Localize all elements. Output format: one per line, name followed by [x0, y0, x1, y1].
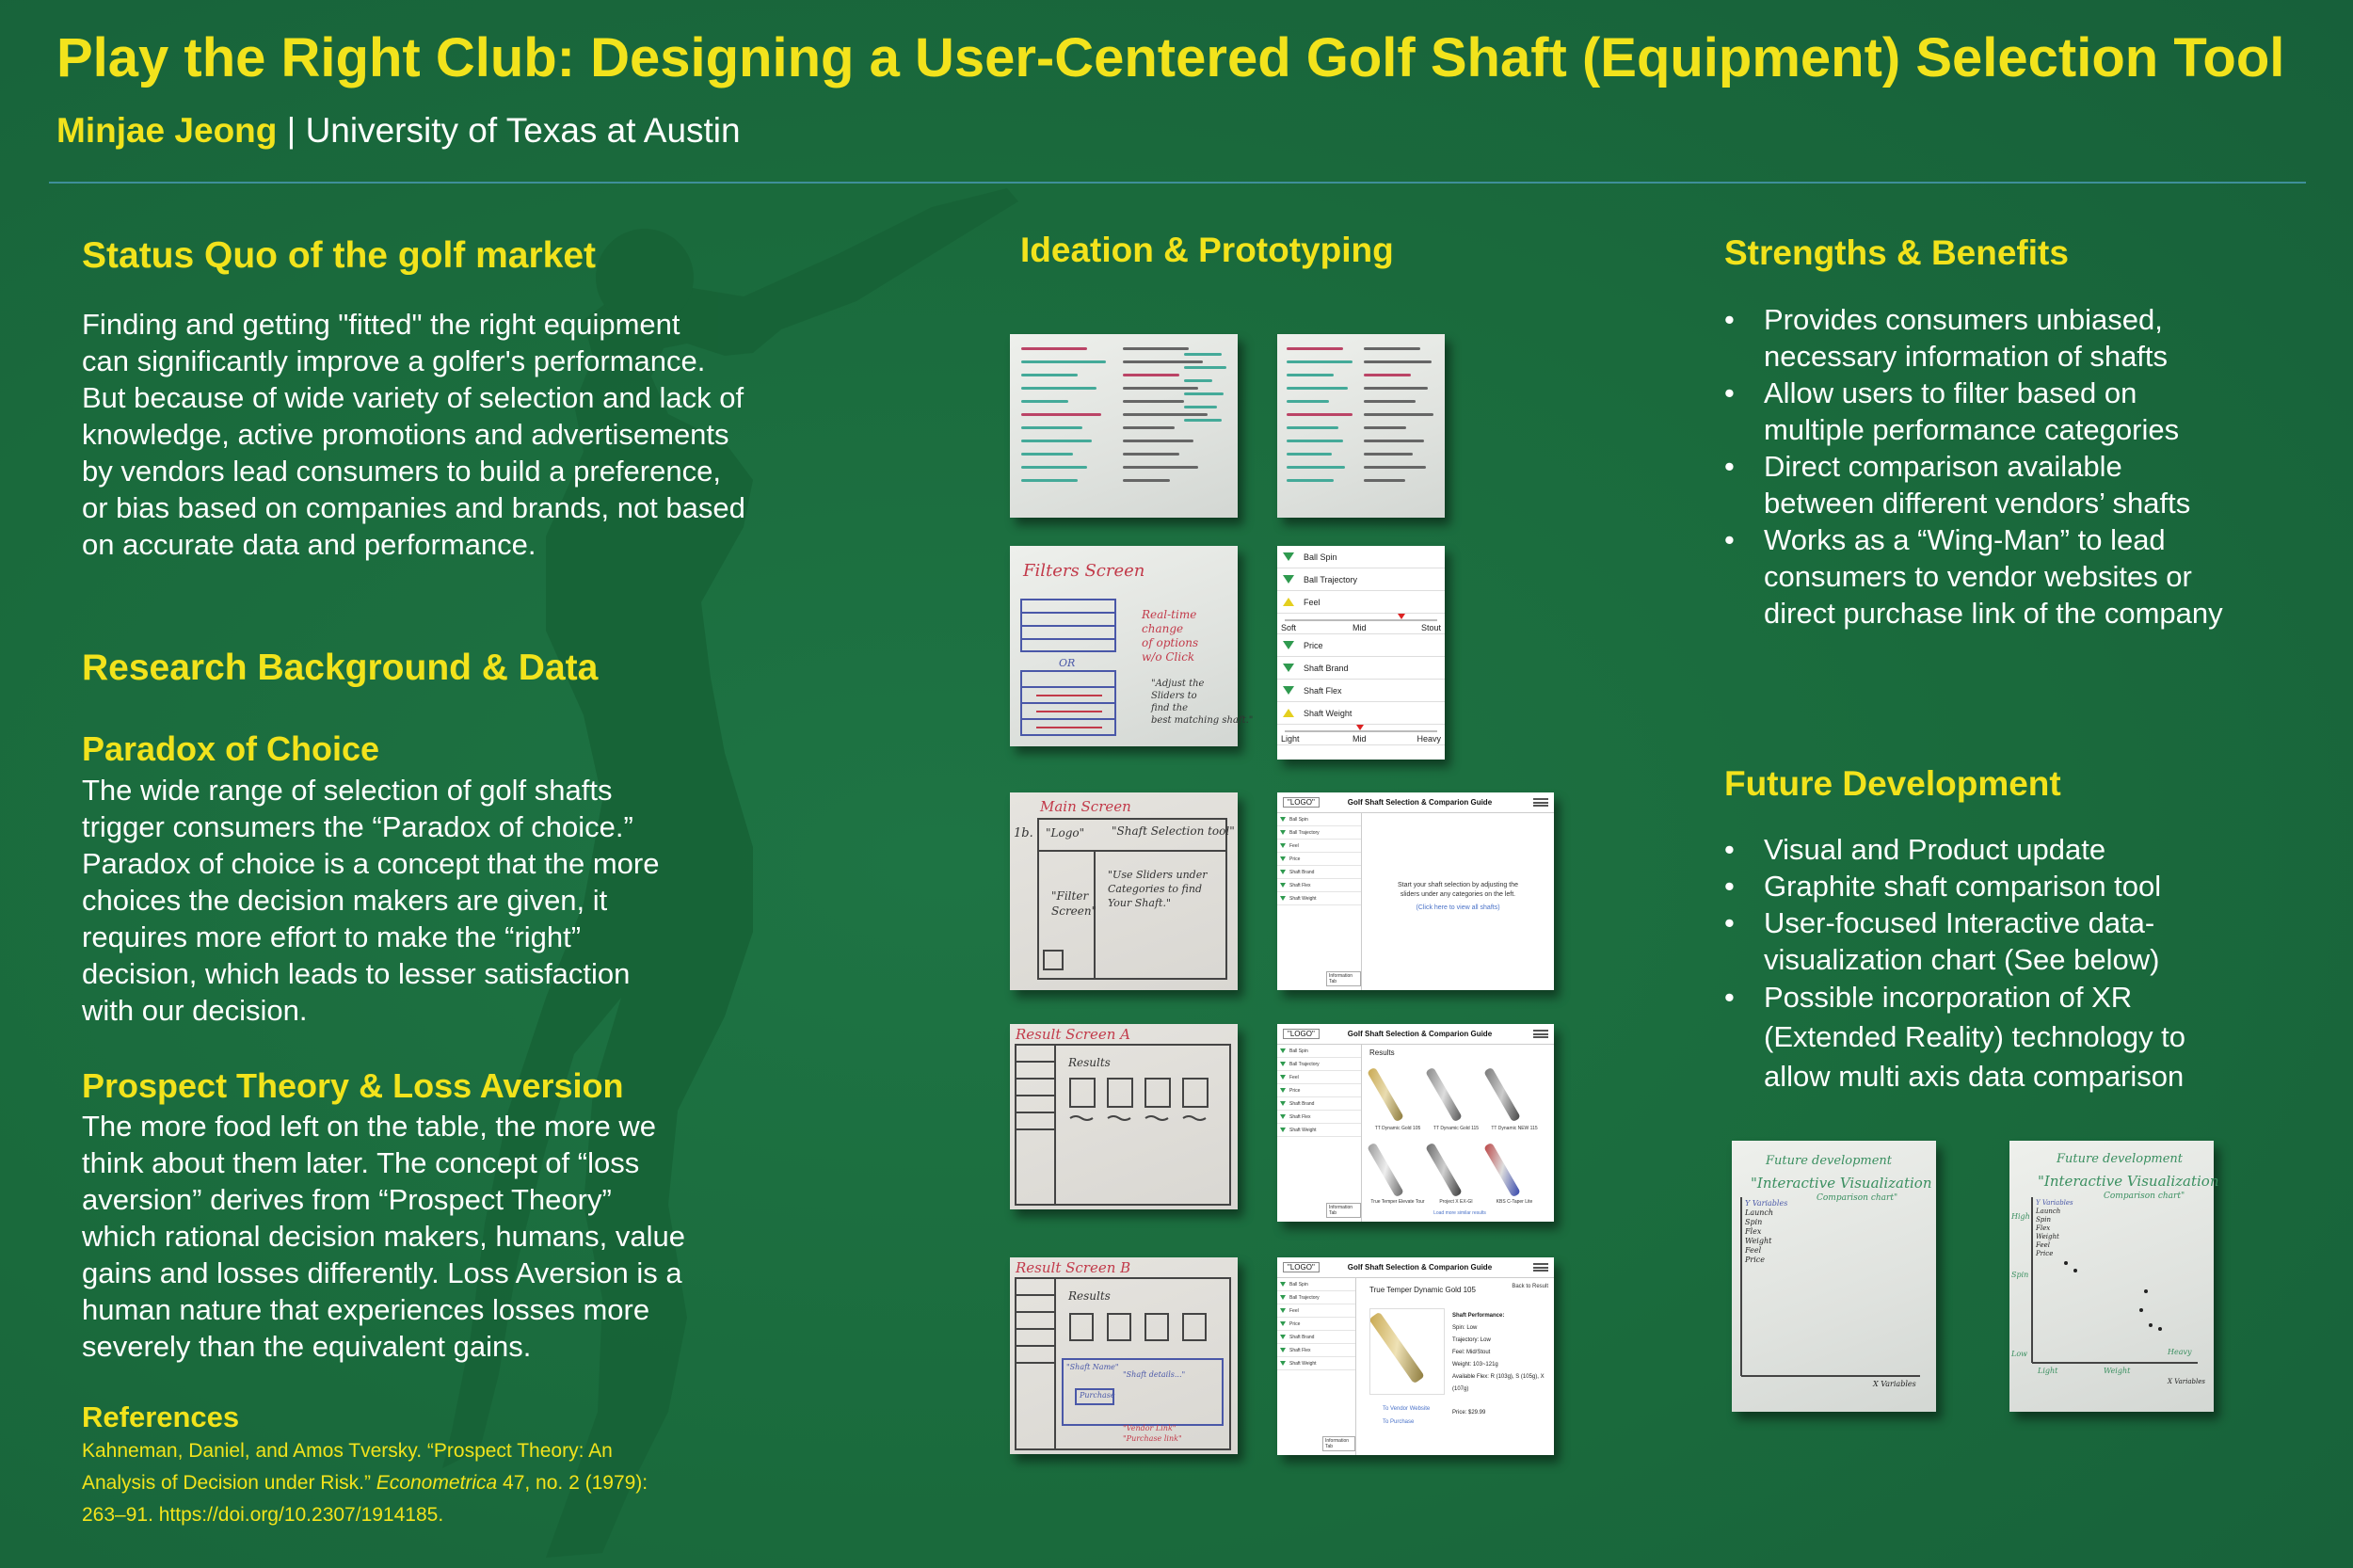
references-heading: References	[82, 1400, 240, 1433]
load-more-link[interactable]: Load more similar results	[1433, 1210, 1486, 1216]
shaft-image-3[interactable]	[1483, 1067, 1521, 1123]
shaft-image-6[interactable]	[1483, 1143, 1521, 1198]
strengths-heading: Strengths & Benefits	[1724, 233, 2069, 272]
ideation-heading: Ideation & Prototyping	[1020, 231, 1394, 269]
shaft-image-2[interactable]	[1425, 1067, 1463, 1123]
detail-image-frame	[1369, 1308, 1445, 1395]
status-quo-text: Finding and getting "fitted" the right equipment can significantly improve a golfer's performance. But because of wide variety of selection and lack of knowledge, active promotions and advertisements by vendors lead consumers to build a preference, or bias based on companies and brands, not based on accurate data and performance.	[82, 308, 745, 561]
author-name: Minjae Jeong	[56, 111, 278, 150]
app-header	[1277, 792, 1554, 813]
side-item[interactable]: Feel	[1277, 840, 1361, 853]
app-header: "LOGO" Golf Shaft Selection & Comparion Guide	[1277, 1257, 1554, 1278]
filter-ball-trajectory[interactable]: Ball Trajectory	[1277, 568, 1445, 591]
shaft-image-1[interactable]	[1367, 1067, 1404, 1123]
side-item[interactable]: Ball Trajectory	[1277, 826, 1361, 840]
app-results-screen-mockup: "LOGO" Golf Shaft Selection & Comparion Guide Ball Spin Ball Trajectory Feel Price Shaft Brand Shaft Flex Shaft Weight Information Tab Results TT Dynamic Gold 105 TT Dynamic Gold 115 TT Dynamic NEW 115 True Temper Elevate Tour Project X EX-GI KBS C-Taper Lite Load more similar results	[1277, 1024, 1554, 1222]
app-sidebar: Ball Spin Ball Trajectory Feel Price Shaft Brand Shaft Flex Shaft Weight Information Tab	[1277, 1045, 1362, 1222]
start-message: Start your shaft selection by adjusting the sliders under any categories on the left. (Click here to view all shafts)	[1368, 881, 1548, 913]
feel-slider[interactable]: Soft Mid Stout	[1277, 614, 1445, 634]
prospect-text: The more food left on the table, the more we think about them later. The concept of “loss aversion” derives from “Prospect Theory” which rational decision makers, humans, value gains and losses differently. Loss Aversion is a human nature that experiences losses more severely than the equivalent gains.	[82, 1110, 685, 1363]
purchase-link[interactable]: To Purchase	[1383, 1419, 1415, 1425]
hamburger-menu-icon[interactable]	[1533, 1030, 1548, 1038]
list-item: • Direct comparison available between different vendors’ shafts	[1724, 450, 2191, 520]
author-separator: |	[286, 111, 296, 150]
prospect-heading: Prospect Theory & Loss Aversion	[82, 1066, 624, 1105]
future-whiteboard-1: Future development "Interactive Visualization Comparison chart" Y Variables Launch Spin Flex Weight Feel Price X Variables	[1732, 1141, 1936, 1412]
list-item: • Allow users to filter based on multiple performance categories	[1724, 376, 2180, 446]
hamburger-menu-icon[interactable]	[1533, 798, 1548, 807]
info-tab[interactable]: Information Tab	[1326, 971, 1361, 986]
strengths-list	[1724, 301, 2327, 632]
filter-shaft-brand[interactable]: Shaft Brand	[1277, 657, 1445, 680]
filter-shaft-weight[interactable]: Shaft Weight	[1277, 702, 1445, 725]
filter-price[interactable]: Price	[1277, 634, 1445, 657]
affiliation: University of Texas at Austin	[305, 111, 741, 150]
app-sidebar: Ball Spin Ball Trajectory Feel Price Shaft Brand Shaft Flex Shaft Weight Information Tab	[1277, 1278, 1356, 1455]
future-whiteboard-2: Future development "Interactive Visualization Comparison chart" Y Variables Launch Spin Flex Weight Feel Price High Spin Low Light Weight Heavy X Variables	[2009, 1141, 2214, 1412]
list-item: • Visual and Product update	[1724, 833, 2106, 866]
list-item: • User-focused Interactive data- visualization chart (See below)	[1724, 906, 2160, 976]
filters-ui-mockup	[1277, 546, 1445, 760]
hamburger-menu-icon[interactable]	[1533, 1263, 1548, 1272]
paradox-text: The wide range of selection of golf shafts trigger consumers the “Paradox of choice.” Paradox of choice is a concept that the more choices the decision makers are given, it requires more effort to make the “right” decision, which leads to lesser satisfaction with our decision.	[82, 774, 660, 1027]
side-item[interactable]: Shaft Weight	[1277, 892, 1361, 905]
performance-list: Shaft Performance: Spin: Low Trajectory: Low Feel: Mid/Stout Weight: 103~121g Available Flex: R (103g), S (105g), X (107g) Price: $29.99	[1452, 1313, 1545, 1416]
poster-title: Play the Right Club: Designing a User-Centered Golf Shaft (Equipment) Selection Tool	[56, 27, 2285, 88]
main-screen-sketch-photo: Main Screen 1b. "Logo" "Shaft Selection tool" "Filter Screen" "Use Sliders under Categories to find Your Shaft."	[1010, 792, 1238, 990]
list-item: • Provides consumers unbiased, necessary information of shafts	[1724, 303, 2169, 373]
app-logo: "LOGO"	[1283, 797, 1320, 808]
result-b-sketch-photo: Result Screen B Results "Shaft Name" "Shaft details..." Purchase "Vendor Link" "Purchase link"	[1010, 1257, 1238, 1454]
vendor-website-link[interactable]: To Vendor Website	[1383, 1406, 1431, 1412]
app-header: "LOGO" Golf Shaft Selection & Comparion Guide	[1277, 1024, 1554, 1045]
future-chart-sketch-1	[1732, 1141, 1936, 1412]
author-line	[56, 111, 741, 151]
back-to-result[interactable]: Back to Result	[1512, 1284, 1548, 1289]
filter-shaft-flex[interactable]: Shaft Flex	[1277, 680, 1445, 702]
view-all-link[interactable]: (Click here to view all shafts)	[1416, 904, 1500, 911]
filters-sketch-photo: Filters Screen OR Real-time change of options w/o Click "Adjust the Sliders to find the best matching shaft."	[1010, 546, 1238, 746]
filter-feel[interactable]: Feel	[1277, 591, 1445, 614]
side-item[interactable]: Shaft Flex	[1277, 879, 1361, 892]
result-a-sketch-drawing	[1010, 1024, 1238, 1209]
side-item[interactable]: Shaft Brand	[1277, 866, 1361, 879]
future-heading: Future Development	[1724, 764, 2061, 803]
weight-slider[interactable]: Light Mid Heavy	[1277, 725, 1445, 745]
filter-ball-spin[interactable]: Ball Spin	[1277, 546, 1445, 568]
info-tab[interactable]: Information Tab	[1322, 1436, 1355, 1451]
list-item: • Possible incorporation of XR (Extended Reality) technology to allow multi axis data comparison	[1724, 981, 2186, 1093]
app-detail-screen-mockup	[1277, 1257, 1554, 1455]
status-quo-heading: Status Quo of the golf market	[82, 235, 597, 276]
detail-shaft-name: True Temper Dynamic Gold 105	[1369, 1286, 1476, 1294]
side-item[interactable]: Price	[1277, 853, 1361, 866]
research-heading: Research Background & Data	[82, 648, 599, 688]
app-title: Golf Shaft Selection & Comparion Guide	[1347, 798, 1493, 807]
list-item: • Works as a “Wing-Man” to lead consumers to vendor websites or direct purchase link of the company	[1724, 523, 2223, 630]
result-a-sketch-photo: Result Screen A Results	[1010, 1024, 1238, 1209]
app-start-screen-mockup	[1277, 792, 1554, 990]
whiteboard-photo-2	[1277, 334, 1445, 518]
results-label: Results	[1369, 1048, 1395, 1057]
info-tab[interactable]: Information Tab	[1326, 1203, 1361, 1218]
side-item[interactable]: Ball Spin	[1277, 813, 1361, 826]
shaft-image-5[interactable]	[1425, 1143, 1463, 1198]
future-list	[1724, 831, 2327, 1096]
reference-entry: Kahneman, Daniel, and Amos Tversky. “Prospect Theory: An Analysis of Decision under Risk.” Econometrica 47, no. 2 (1979): 263–91. https://doi.org/10.2307/1914185.	[82, 1440, 648, 1526]
app-sidebar	[1277, 813, 1362, 990]
shaft-image-4[interactable]	[1367, 1143, 1404, 1198]
list-item: • Graphite shaft comparison tool	[1724, 870, 2162, 903]
header-divider	[49, 182, 2306, 184]
whiteboard-photo-1	[1010, 334, 1238, 518]
paradox-heading: Paradox of Choice	[82, 729, 380, 768]
